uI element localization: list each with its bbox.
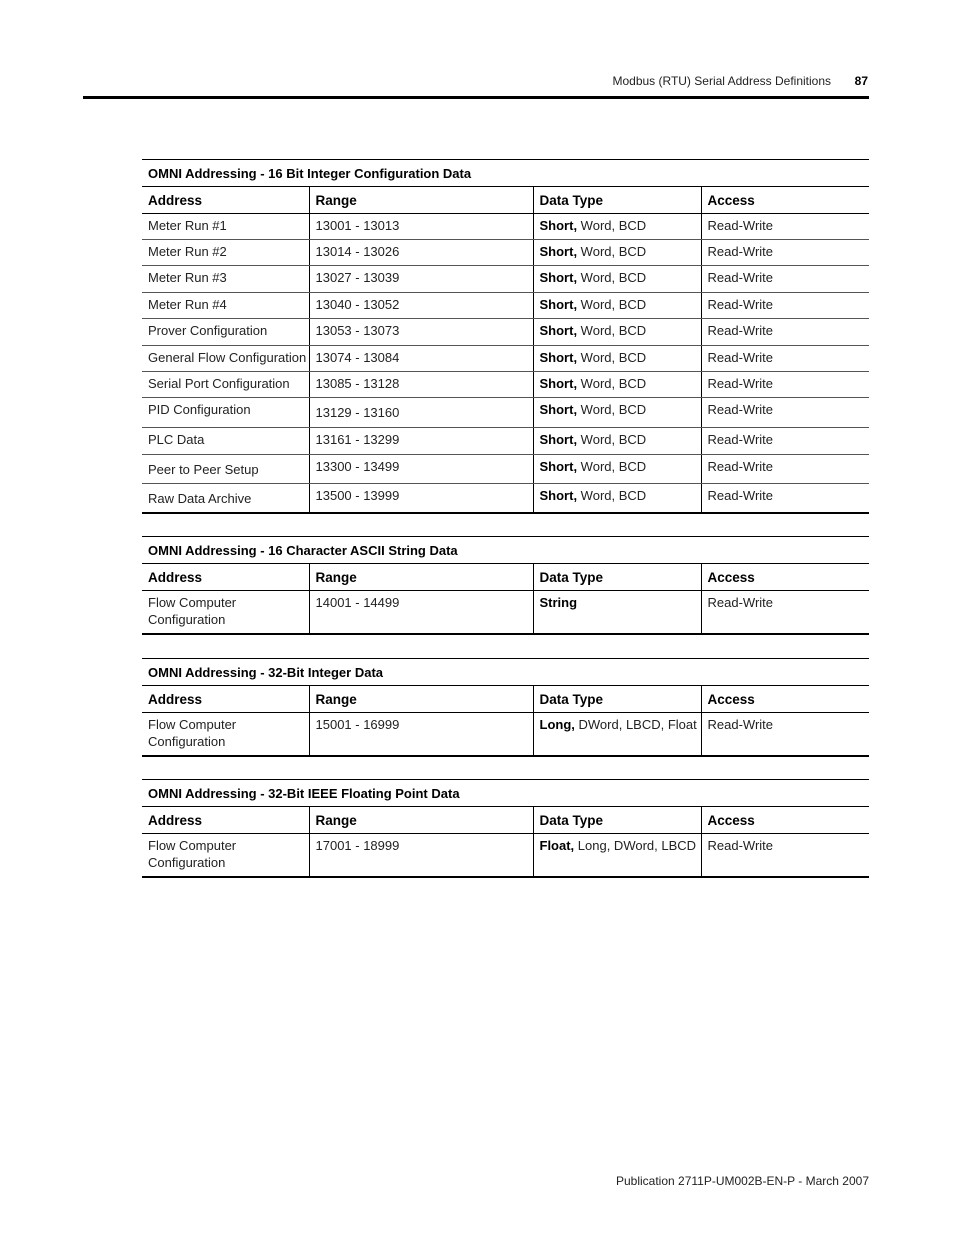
- data-type-others: Word, BCD: [577, 350, 647, 365]
- range-cell: 13300 - 13499: [309, 455, 533, 484]
- access-cell: Read-Write: [701, 455, 869, 484]
- range-cell: 13027 - 13039: [309, 266, 533, 293]
- access-cell: Read-Write: [701, 240, 869, 266]
- data-type-cell: [533, 372, 701, 398]
- data-type-others: Word, BCD: [577, 432, 647, 447]
- address-cell: Peer to Peer Setup: [142, 455, 309, 484]
- address-cell: [142, 713, 309, 756]
- data-type-primary: Short,: [539, 488, 578, 503]
- data-type-cell: [533, 428, 701, 455]
- column-header-address: Address: [142, 807, 309, 834]
- table-row: [142, 428, 869, 455]
- table-row: [142, 319, 869, 346]
- data-type-primary: Short,: [539, 323, 578, 338]
- publication-footer: Publication 2711P-UM002B-EN-P - March 2007: [615, 1174, 869, 1188]
- data-type-primary: Float,: [539, 838, 575, 853]
- access-cell: Read-Write: [701, 214, 869, 240]
- address-cell: [142, 591, 309, 634]
- table-row: [142, 293, 869, 319]
- table-row: [142, 834, 869, 877]
- table-16bit-integer-config: [142, 159, 869, 514]
- column-header-access: Access: [701, 807, 869, 834]
- access-cell: Read-Write: [701, 428, 869, 455]
- address-cell: Meter Run #1: [142, 214, 309, 240]
- data-type-others: Word, BCD: [577, 488, 647, 503]
- data-type-others: DWord, LBCD, Float: [574, 717, 697, 732]
- access-cell: Read-Write: [701, 293, 869, 319]
- data-type-cell: [533, 293, 701, 319]
- table-row: [142, 455, 869, 484]
- address-line: Flow Computer: [148, 717, 237, 732]
- access-cell: Read-Write: [701, 346, 869, 372]
- column-header-range: Range: [309, 686, 533, 713]
- column-header-data-type: Data Type: [533, 807, 701, 834]
- table-row: [142, 372, 869, 398]
- data-type-cell: [533, 591, 701, 634]
- range-cell: 13129 - 13160: [309, 398, 533, 428]
- column-header-data-type: Data Type: [533, 187, 701, 214]
- data-type-others: Word, BCD: [577, 459, 647, 474]
- data-type-others: Word, BCD: [577, 402, 647, 417]
- data-type-cell: [533, 713, 701, 756]
- column-header-access: Access: [701, 686, 869, 713]
- data-type-primary: Short,: [539, 297, 578, 312]
- range-cell: 13040 - 13052: [309, 293, 533, 319]
- data-type-others: Long, DWord, LBCD: [574, 838, 697, 853]
- table-row: [142, 713, 869, 756]
- table-title: OMNI Addressing - 32-Bit IEEE Floating Point Data: [142, 780, 869, 807]
- data-type-primary: Short,: [539, 244, 578, 259]
- data-type-cell: [533, 484, 701, 513]
- range-cell: 13161 - 13299: [309, 428, 533, 455]
- header-title: Modbus (RTU) Serial Address Definitions: [612, 74, 831, 88]
- range-cell: 15001 - 16999: [309, 713, 533, 756]
- data-type-primary: Short,: [539, 376, 578, 391]
- column-header-data-type: Data Type: [533, 564, 701, 591]
- data-type-cell: [533, 834, 701, 877]
- data-type-others: Word, BCD: [577, 376, 647, 391]
- column-header-range: Range: [309, 564, 533, 591]
- address-cell: General Flow Configuration: [142, 346, 309, 372]
- data-type-others: Word, BCD: [577, 297, 647, 312]
- address-cell: Raw Data Archive: [142, 484, 309, 513]
- column-header-address: Address: [142, 564, 309, 591]
- range-cell: 13500 - 13999: [309, 484, 533, 513]
- access-cell: Read-Write: [701, 591, 869, 634]
- data-type-primary: Short,: [539, 459, 578, 474]
- table-title: OMNI Addressing - 16 Bit Integer Configuration Data: [142, 160, 869, 187]
- range-cell: 13053 - 13073: [309, 319, 533, 346]
- table-row: [142, 398, 869, 428]
- column-header-access: Access: [701, 564, 869, 591]
- page-number: 87: [854, 74, 868, 88]
- column-header-range: Range: [309, 807, 533, 834]
- table-title: OMNI Addressing - 32-Bit Integer Data: [142, 659, 869, 686]
- address-cell: Serial Port Configuration: [142, 372, 309, 398]
- column-header-range: Range: [309, 187, 533, 214]
- table-ascii-string: [142, 536, 869, 635]
- data-type-cell: [533, 455, 701, 484]
- data-type-primary: Short,: [539, 432, 578, 447]
- table-row: [142, 484, 869, 513]
- table-row: [142, 266, 869, 293]
- address-cell: Meter Run #2: [142, 240, 309, 266]
- column-header-address: Address: [142, 686, 309, 713]
- table-row: [142, 346, 869, 372]
- table-row: [142, 214, 869, 240]
- table-title: OMNI Addressing - 16 Character ASCII String Data: [142, 537, 869, 564]
- data-type-primary: String: [539, 595, 578, 610]
- column-header-data-type: Data Type: [533, 686, 701, 713]
- access-cell: Read-Write: [701, 484, 869, 513]
- data-type-primary: Short,: [539, 402, 578, 417]
- address-cell: Meter Run #4: [142, 293, 309, 319]
- data-type-others: Word, BCD: [577, 270, 647, 285]
- range-cell: 13014 - 13026: [309, 240, 533, 266]
- data-type-others: Word, BCD: [577, 218, 647, 233]
- data-type-primary: Short,: [539, 350, 578, 365]
- page-header: [83, 70, 869, 99]
- address-cell: Meter Run #3: [142, 266, 309, 293]
- access-cell: Read-Write: [701, 266, 869, 293]
- data-type-cell: [533, 346, 701, 372]
- address-cell: Prover Configuration: [142, 319, 309, 346]
- data-type-others: Word, BCD: [577, 323, 647, 338]
- range-cell: 17001 - 18999: [309, 834, 533, 877]
- data-type-others: Word, BCD: [577, 244, 647, 259]
- address-line: Flow Computer: [148, 838, 237, 853]
- access-cell: Read-Write: [701, 398, 869, 428]
- range-cell: 14001 - 14499: [309, 591, 533, 634]
- access-cell: Read-Write: [701, 372, 869, 398]
- table-row: [142, 591, 869, 634]
- address-cell: PID Configuration: [142, 398, 309, 428]
- data-type-primary: Long,: [539, 717, 575, 732]
- range-cell: 13001 - 13013: [309, 214, 533, 240]
- column-header-address: Address: [142, 187, 309, 214]
- data-type-cell: [533, 214, 701, 240]
- access-cell: Read-Write: [701, 834, 869, 877]
- column-header-access: Access: [701, 187, 869, 214]
- address-line: Configuration: [148, 734, 226, 749]
- data-type-cell: [533, 398, 701, 428]
- table-32bit-ieee-float: [142, 779, 869, 878]
- data-type-primary: Short,: [539, 218, 578, 233]
- address-cell: [142, 834, 309, 877]
- range-cell: 13085 - 13128: [309, 372, 533, 398]
- table-row: [142, 240, 869, 266]
- data-type-cell: [533, 240, 701, 266]
- data-type-cell: [533, 319, 701, 346]
- access-cell: Read-Write: [701, 319, 869, 346]
- address-line: Flow Computer: [148, 595, 237, 610]
- address-line: Configuration: [148, 612, 226, 627]
- table-32bit-integer: [142, 658, 869, 757]
- address-cell: PLC Data: [142, 428, 309, 455]
- data-type-primary: Short,: [539, 270, 578, 285]
- data-type-cell: [533, 266, 701, 293]
- address-line: Configuration: [148, 855, 226, 870]
- range-cell: 13074 - 13084: [309, 346, 533, 372]
- access-cell: Read-Write: [701, 713, 869, 756]
